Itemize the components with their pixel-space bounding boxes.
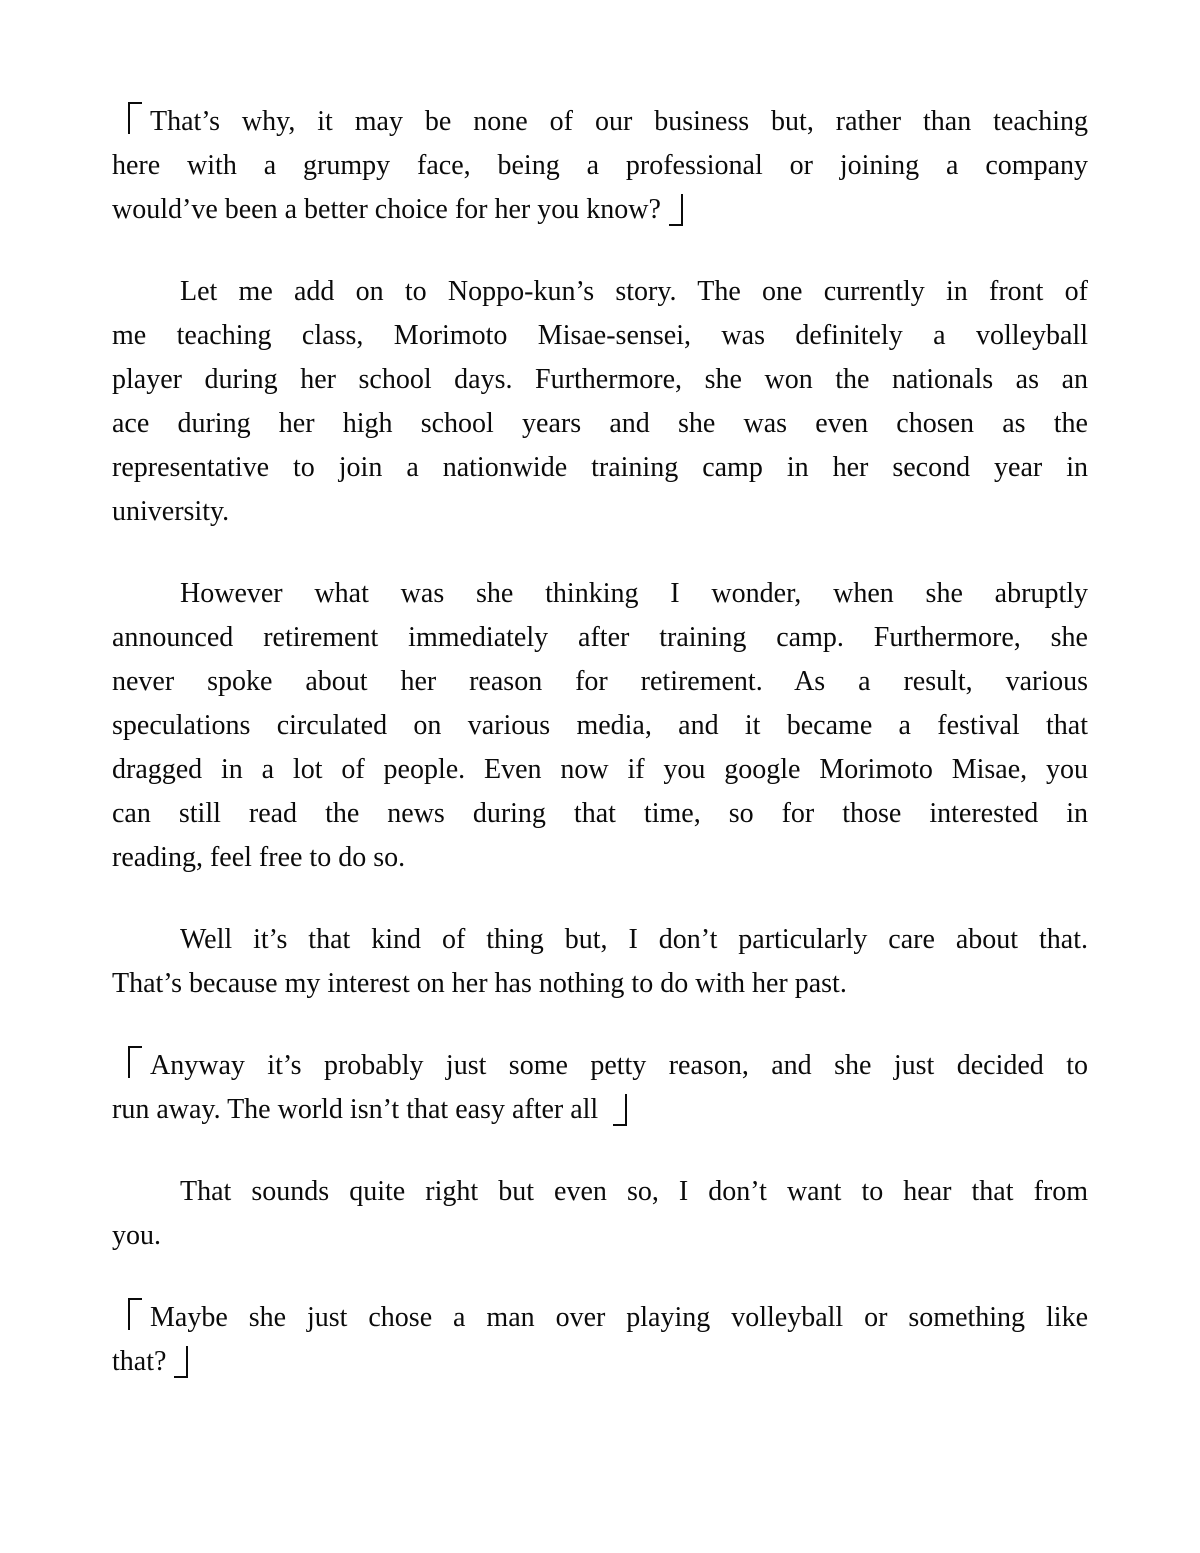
text-line bbox=[112, 100, 1088, 144]
text-line bbox=[112, 572, 1088, 616]
text-line bbox=[112, 660, 1088, 704]
narration-paragraph bbox=[112, 572, 1088, 880]
line-text: reading, feel free to do so. bbox=[112, 842, 406, 873]
text-line bbox=[112, 792, 1088, 836]
dialogue-paragraph bbox=[112, 1296, 1088, 1384]
text-line bbox=[112, 1340, 1088, 1384]
text-line bbox=[112, 704, 1088, 748]
text-line bbox=[112, 1088, 1088, 1132]
line-text: me teaching class, Morimoto Misae-sensei, was definitely a volleyball bbox=[112, 320, 1088, 351]
text-line bbox=[112, 962, 1088, 1006]
line-text: run away. The world isn’t that easy after all bbox=[112, 1094, 606, 1125]
text-line bbox=[112, 836, 1088, 880]
line-text: However what was she thinking I wonder, when she abruptly bbox=[180, 578, 1088, 609]
cjk-close-bracket bbox=[613, 1094, 627, 1126]
text-line bbox=[112, 490, 1088, 534]
line-text: here with a grumpy face, being a professional or joining a company bbox=[112, 150, 1088, 181]
line-text: university. bbox=[112, 496, 230, 527]
line-text: Let me add on to Noppo-kun’s story. The one currently in front of bbox=[180, 276, 1088, 307]
cjk-close-bracket bbox=[174, 1346, 188, 1378]
line-text: Well it’s that kind of thing but, I don’t particularly care about that. bbox=[180, 924, 1088, 955]
dialogue-paragraph bbox=[112, 100, 1088, 232]
text-line bbox=[112, 1214, 1088, 1258]
dialogue-paragraph bbox=[112, 1044, 1088, 1132]
text-line bbox=[112, 446, 1088, 490]
text-line bbox=[112, 402, 1088, 446]
line-text: you. bbox=[112, 1220, 161, 1251]
line-text: Maybe she just chose a man over playing volleyball or something like bbox=[150, 1302, 1088, 1333]
line-text: That’s why, it may be none of our business but, rather than teaching bbox=[150, 106, 1088, 137]
line-text: that? bbox=[112, 1346, 167, 1377]
text-line bbox=[112, 270, 1088, 314]
line-text: player during her school days. Furthermore, she won the nationals as an bbox=[112, 364, 1088, 395]
line-text: never spoke about her reason for retirement. As a result, various bbox=[112, 666, 1088, 697]
line-text: speculations circulated on various media, and it became a festival that bbox=[112, 710, 1088, 741]
line-text: dragged in a lot of people. Even now if you google Morimoto Misae, you bbox=[112, 754, 1088, 785]
narration-paragraph bbox=[112, 1170, 1088, 1258]
line-text: Anyway it’s probably just some petty reason, and she just decided to bbox=[150, 1050, 1088, 1081]
line-text: representative to join a nationwide training camp in her second year in bbox=[112, 452, 1088, 483]
text-line bbox=[112, 918, 1088, 962]
cjk-open-bracket bbox=[128, 102, 142, 134]
text-line bbox=[112, 748, 1088, 792]
text-line bbox=[112, 144, 1088, 188]
line-text: That’s because my interest on her has nothing to do with her past. bbox=[112, 968, 847, 999]
cjk-close-bracket bbox=[669, 194, 683, 226]
text-line bbox=[112, 1296, 1088, 1340]
text-line bbox=[112, 314, 1088, 358]
text-line bbox=[112, 1170, 1088, 1214]
cjk-open-bracket bbox=[128, 1046, 142, 1078]
line-text: can still read the news during that time, so for those interested in bbox=[112, 798, 1088, 829]
narration-paragraph bbox=[112, 270, 1088, 534]
line-text: announced retirement immediately after training camp. Furthermore, she bbox=[112, 622, 1088, 653]
narration-paragraph bbox=[112, 918, 1088, 1006]
line-text: That sounds quite right but even so, I don’t want to hear that from bbox=[180, 1176, 1088, 1207]
line-text: would’ve been a better choice for her you know? bbox=[112, 194, 661, 225]
text-line bbox=[112, 358, 1088, 402]
line-text: ace during her high school years and she was even chosen as the bbox=[112, 408, 1088, 439]
text-line bbox=[112, 1044, 1088, 1088]
text-line bbox=[112, 616, 1088, 660]
text-line bbox=[112, 188, 1088, 232]
cjk-open-bracket bbox=[128, 1298, 142, 1330]
